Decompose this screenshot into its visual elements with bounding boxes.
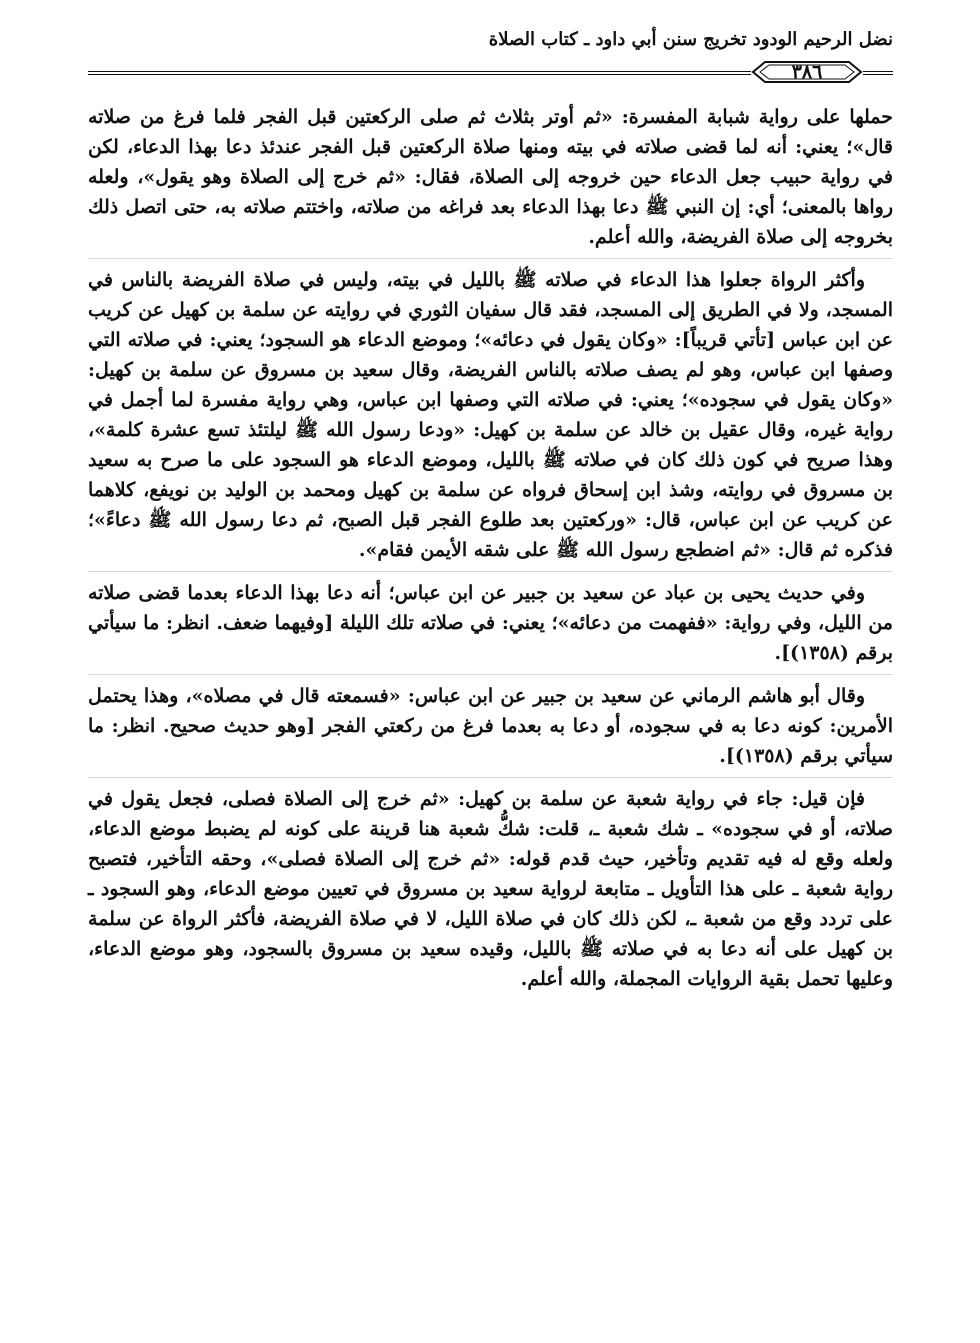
paragraph-divider [88, 674, 893, 675]
paragraph-4: وقال أبو هاشم الرماني عن سعيد بن جبير عن ابن عباس: «فسمعته قال في مصلاه»، وهذا يحتمل الأمرين: كونه دعا به في سجوده، أو دعا به بعدما فرغ من ركعتي الفجر [وهو حديث صحيح. انظر: ما سيأتي برقم (١٣٥٨)]. [88, 685, 893, 767]
paragraph-3: وفي حديث يحيى بن عباد عن سعيد بن جبير عن ابن عباس؛ أنه دعا بهذا الدعاء بعدما قضى صلاته من الليل، وفي رواية: «ففهمت من دعائه»؛ يعني: في صلاته تلك الليلة [وفيهما ضعف. انظر: ما سيأتي برقم (١٣٥٨)]. [88, 582, 893, 664]
page-number: ٣٨٦ [791, 61, 823, 83]
paragraph-5: فإن قيل: جاء في رواية شعبة عن سلمة بن كهيل: «ثم خرج إلى الصلاة فصلى، فجعل يقول في صلاته، أو في سجوده» ـ شك شعبة ـ، قلت: شكُّ شعبة هنا قرينة على كونه لم يضبط موضع الدعاء، ولعله وقع له فيه تقديم وتأخير، حيث قدم قوله: «ثم خرج إلى الصلاة فصلى»، وحقه التأخير، فتصبح رواية شعبة ـ على هذا التأويل ـ متابعة لرواية سعيد بن مسروق في تعيين موضع الدعاء، وهو السجود ـ على تردد وقع من شعبة ـ، لكن ذلك كان في صلاة الليل، لا في صلاة الفريضة، فأكثر الرواة عن سلمة بن كهيل على أنه دعا به في صلاته ﷺ بالليل، وقيده سعيد بن مسروق بالسجود، وهو موضع الدعاء، وعليها تحمل بقية الروايات المجملة، والله أعلم. [88, 788, 893, 990]
body-text [88, 102, 893, 994]
header-rule [88, 58, 893, 88]
paragraph-1: حملها على رواية شبابة المفسرة: «ثم أوتر بثلاث ثم صلى الركعتين قبل الفجر فلما فرغ من صلاته قال»؛ يعني: أنه لما قضى صلاته في بيته ومنها صلاة الركعتين قبل الفجر عندئذ دعا بهذا الدعاء، لكن في رواية حبيب جعل الدعاء حين خروجه إلى الصلاة، فقال: «ثم خرج إلى الصلاة وهو يقول»، ولعله رواها بالمعنى؛ أي: إن النبي ﷺ دعا بهذا الدعاء بعد فراغه من صلاته، واختتم صلاته به، حتى اتصل ذلك بخروجه إلى صلاة الفريضة، والله أعلم. [88, 106, 893, 248]
page-number-frame [751, 59, 863, 85]
paragraph-divider [88, 258, 893, 259]
paragraph-2: وأكثر الرواة جعلوا هذا الدعاء في صلاته ﷺ بالليل في بيته، وليس في صلاة الفريضة بالناس في المسجد، ولا في الطريق إلى المسجد، فقد قال سفيان الثوري في روايته عن سلمة بن كهيل عن كريب عن ابن عباس [تأتي قريباً]: «وكان يقول في دعائه»؛ وموضع الدعاء هو السجود؛ يعني: في صلاته التي وصفها ابن عباس، وهو لم يصف صلاته بالناس الفريضة، وقال سعيد بن مسروق عن سلمة بن كهيل: «وكان يقول في سجوده»؛ يعني: في صلاته التي وصفها ابن عباس، وهي رواية مفسرة لما أجمل في رواية غيره، وقال عقيل بن خالد عن سلمة بن كهيل: «ودعا رسول الله ﷺ ليلتئذ تسع عشرة كلمة»، وهذا صريح في كون ذلك كان في صلاته ﷺ بالليل، وموضع الدعاء هو السجود على ما صرح به سعيد بن مسروق في روايته، وشذ ابن إسحاق فرواه عن سلمة بن كهيل ومحمد بن الوليد بن نويفع، كلاهما عن كريب عن ابن عباس، قال: «وركعتين بعد طلوع الفجر قبل الصبح، ثم دعا رسول الله ﷺ دعاءً»؛ فذكره ثم قال: «ثم اضطجع رسول الله ﷺ على شقه الأيمن فقام». [88, 269, 893, 561]
paragraph-divider [88, 777, 893, 778]
book-page [88, 22, 893, 1322]
paragraph-divider [88, 571, 893, 572]
running-title: نضل الرحيم الودود تخريج سنن أبي داود ـ كتاب الصلاة [488, 29, 893, 50]
